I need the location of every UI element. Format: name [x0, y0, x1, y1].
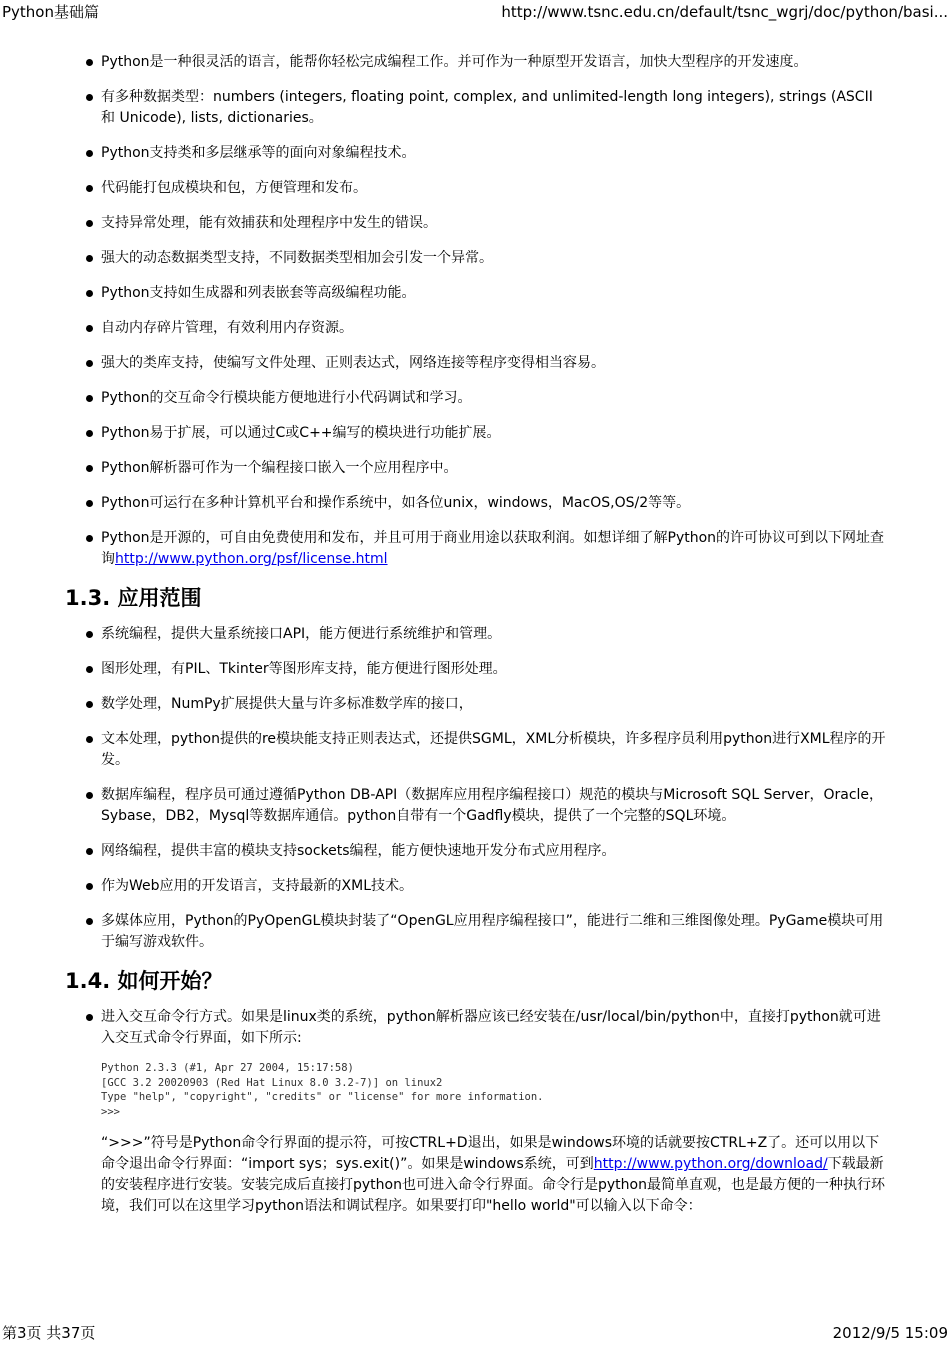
- bullet-icon: [86, 848, 93, 855]
- list-item: 数学处理，NumPy扩展提供大量与许多标准数学库的接口，: [0, 694, 886, 715]
- applications-list: [0, 624, 950, 953]
- page-number: 第3页 共37页: [2, 1324, 96, 1342]
- list-item: 系统编程，提供大量系统接口API，能方便进行系统维护和管理。: [0, 624, 886, 645]
- bullet-icon: [86, 631, 93, 638]
- bullet-icon: [86, 290, 93, 297]
- paragraph: “>>>”符号是Python命令行界面的提示符，可按CTRL+D退出，如果是windows环境的话就要按CTRL+Z了。还可以用以下命令退出命令行界面：“import sys；sys.exit()”。如果是windows系统，可到http://www.python.org/download/下载最新的安装程序进行安装。安装完成后直接打python也可进入命令行界面。命令行是python最简单直观，也是最方便的一种执行环境，我们可以在这里学习python语法和调试程序。如果要打印"hello world"可以输入以下命令：: [101, 1135, 885, 1214]
- list-item: Python支持类和多层继承等的面向对象编程技术。: [0, 143, 886, 164]
- list-item: Python是一种很灵活的语言，能帮你轻松完成编程工作。并可作为一种原型开发语言，加快大型程序的开发速度。: [0, 52, 886, 73]
- list-item: 强大的类库支持，使编写文件处理、正则表达式，网络连接等程序变得相当容易。: [0, 353, 886, 374]
- print-header: [0, 0, 950, 24]
- download-link[interactable]: http://www.python.org/download/: [593, 1156, 828, 1172]
- list-item: 支持异常处理，能有效捕获和处理程序中发生的错误。: [0, 213, 886, 234]
- bullet-icon: [86, 535, 93, 542]
- list-item: 强大的动态数据类型支持，不同数据类型相加会引发一个异常。: [0, 248, 886, 269]
- list-item: Python可运行在多种计算机平台和操作系统中，如各位unix，windows，MacOS,OS/2等等。: [0, 493, 886, 514]
- list-item: 自动内存碎片管理，有效利用内存资源。: [0, 318, 886, 339]
- list-item: 作为Web应用的开发语言，支持最新的XML技术。: [0, 876, 886, 897]
- bullet-icon: [86, 918, 93, 925]
- document-url: http://www.tsnc.edu.cn/default/tsnc_wgrj/doc/python/basi...: [501, 3, 948, 21]
- bullet-icon: [86, 255, 93, 262]
- list-item: 多媒体应用，Python的PyOpenGL模块封装了“OpenGL应用程序编程接口”，能进行二维和三维图像处理。PyGame模块可用于编写游戏软件。: [0, 911, 886, 953]
- bullet-icon: [86, 792, 93, 799]
- document-title: Python基础篇: [2, 3, 99, 21]
- print-footer: [0, 1321, 950, 1345]
- code-block: Python 2.3.3 (#1, Apr 27 2004, 15:17:58) [GCC 3.2 20020903 (Red Hat Linux 8.0 3.2-7)] on linux2 Type "help", "copyright", "credits" or "license" for more information. >>>: [101, 1062, 544, 1118]
- print-datetime: 2012/9/5 15:09: [832, 1324, 948, 1342]
- bullet-icon: [86, 883, 93, 890]
- list-item: 网络编程，提供丰富的模块支持sockets编程，能方便快速地开发分布式应用程序。: [0, 841, 886, 862]
- bullet-icon: [86, 59, 93, 66]
- page-content: [0, 52, 950, 1217]
- bullet-icon: [86, 666, 93, 673]
- bullet-icon: [86, 185, 93, 192]
- bullet-icon: [86, 325, 93, 332]
- bullet-icon: [86, 736, 93, 743]
- bullet-icon: [86, 465, 93, 472]
- list-item: 数据库编程，程序员可通过遵循Python DB-API（数据库应用程序编程接口）规范的模块与Microsoft SQL Server，Oracle，Sybase，DB2，Mysql等数据库通信。python自带有一个Gadfly模块，提供了一个完整的SQL环境。: [0, 785, 886, 827]
- section-heading-1-3: 1.3. 应用范围: [65, 586, 202, 610]
- list-item: 文本处理，python提供的re模块能支持正则表达式，还提供SGML，XML分析模块，许多程序员利用python进行XML程序的开发。: [0, 729, 886, 771]
- bullet-icon: [86, 220, 93, 227]
- list-item: Python是开源的，可自由免费使用和发布，并且可用于商业用途以获取利润。如想详细了解Python的许可协议可到以下网址查询http://www.python.org/psf/license.html: [0, 528, 886, 570]
- section-heading-1-4: 1.4. 如何开始？: [65, 969, 223, 993]
- list-item: 图形处理，有PIL、Tkinter等图形库支持，能方便进行图形处理。: [0, 659, 886, 680]
- list-item: 有多种数据类型：numbers (integers, floating point, complex, and unlimited-length long integers), strings (ASCII 和 Unicode), lists, dictionaries。: [0, 87, 886, 129]
- bullet-icon: [86, 1014, 93, 1021]
- getting-started-list: [0, 1007, 950, 1049]
- list-item: Python的交互命令行模块能方便地进行小代码调试和学习。: [0, 388, 886, 409]
- bullet-icon: [86, 701, 93, 708]
- bullet-icon: [86, 500, 93, 507]
- list-item: 进入交互命令行方式。如果是linux类的系统，python解析器应该已经安装在/usr/local/bin/python中，直接打python就可进入交互式命令行界面，如下所示:: [0, 1007, 886, 1049]
- bullet-icon: [86, 395, 93, 402]
- list-item: Python支持如生成器和列表嵌套等高级编程功能。: [0, 283, 886, 304]
- bullet-icon: [86, 430, 93, 437]
- license-link[interactable]: http://www.python.org/psf/license.html: [115, 551, 388, 567]
- features-list: [0, 52, 950, 570]
- list-item: 代码能打包成模块和包，方便管理和发布。: [0, 178, 886, 199]
- bullet-icon: [86, 360, 93, 367]
- list-item: Python易于扩展，可以通过C或C++编写的模块进行功能扩展。: [0, 423, 886, 444]
- list-item: Python解析器可作为一个编程接口嵌入一个应用程序中。: [0, 458, 886, 479]
- bullet-icon: [86, 150, 93, 157]
- bullet-icon: [86, 94, 93, 101]
